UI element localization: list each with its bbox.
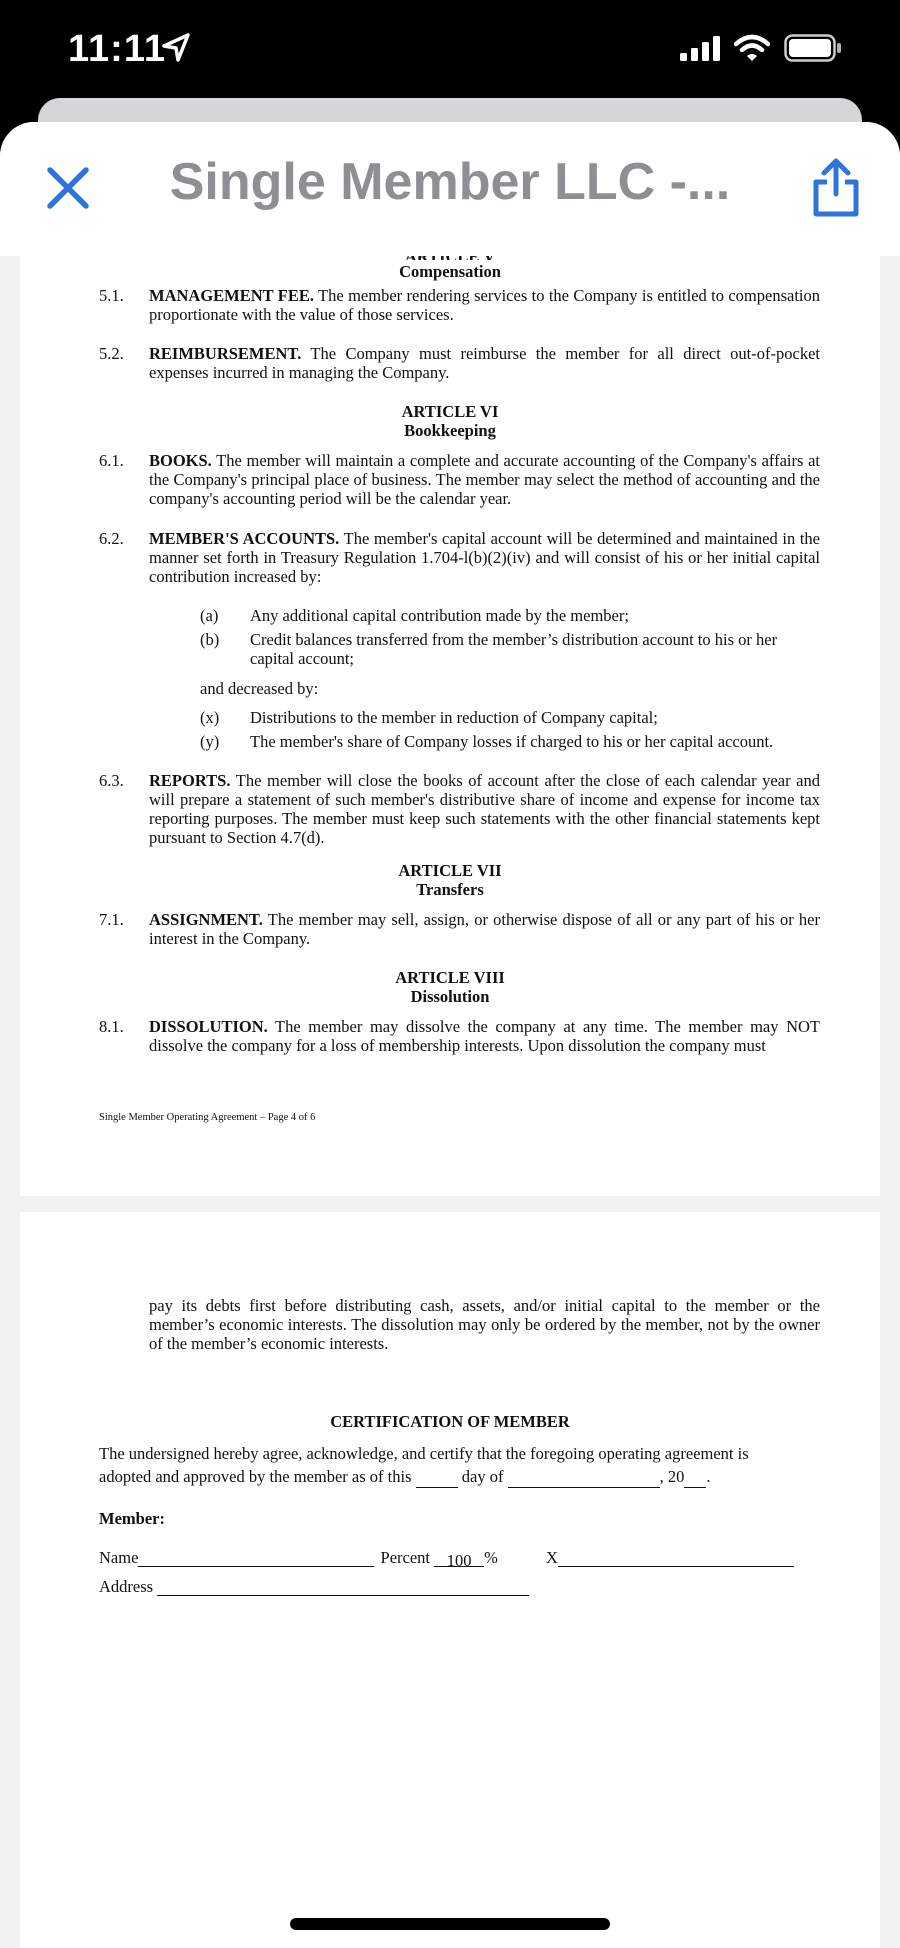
decreased-by-text: and decreased by: — [200, 679, 319, 698]
section-text: The member rendering services to the Company is entitled to compensation proportionate with the value of those services. — [149, 286, 821, 324]
section-7-1 — [99, 910, 820, 948]
section-5-1 — [99, 286, 820, 324]
document-page-5 — [20, 1212, 880, 1948]
percent-label: Percent — [380, 1548, 431, 1567]
section-8-1-continued — [99, 1296, 820, 1353]
percent-sign: % — [484, 1548, 498, 1567]
subitem-text: Any additional capital contribution made by the member; — [250, 606, 629, 625]
subitem-y — [200, 732, 820, 751]
address-field[interactable] — [157, 1580, 529, 1596]
section-text: The member's capital account will be determined and maintained in the manner set forth in Treasury Regulation 1.704-l(b)(2)(iv) and will consist of his or her initial capital contribution increased by: — [149, 529, 820, 586]
section-heading: MEMBER'S ACCOUNTS. — [149, 529, 340, 548]
member-label: Member: — [99, 1509, 165, 1528]
document-title: Single Member LLC -... — [169, 153, 731, 211]
status-bar — [0, 0, 900, 100]
section-heading: REPORTS. — [149, 771, 231, 790]
year-blank[interactable] — [684, 1472, 706, 1488]
section-text: The member will maintain a complete and accurate accounting of the Company's affairs at the Company's principal place of business. The member may select the method of accounting and the company's accounting period will be the calendar year. — [149, 451, 820, 508]
article-8-heading: ARTICLE VIII — [395, 968, 505, 987]
status-time: 11:11 — [68, 28, 166, 70]
section-6-3 — [99, 771, 820, 847]
article-5-subheading: Compensation — [399, 262, 501, 281]
section-5-2 — [99, 344, 820, 382]
section-text: The member will close the books of account after the close of each calendar year and will prepare a statement of such member's distributive share of income and expense for income tax reporting purposes. The member must keep such statements with the other financial statements kept pursuant to Section 4.7(d). — [149, 771, 820, 847]
day-blank[interactable] — [416, 1472, 458, 1488]
signature-row — [99, 1548, 794, 1570]
section-number: 5.1. — [99, 286, 124, 305]
section-heading: BOOKS. — [149, 451, 212, 470]
cellular-signal-icon — [680, 35, 720, 61]
section-number: 8.1. — [99, 1017, 124, 1036]
address-row — [99, 1577, 529, 1596]
percent-field[interactable]: 100 — [434, 1551, 484, 1567]
section-6-1 — [99, 451, 820, 508]
certification-line-2: adopted and approved by the member as of this day of , 20 . — [99, 1467, 711, 1486]
certification-title: CERTIFICATION OF MEMBER — [330, 1412, 570, 1431]
subitem-label: (b) — [200, 630, 220, 649]
close-icon[interactable] — [44, 164, 92, 212]
name-label: Name — [99, 1548, 139, 1567]
section-text: The Company must reimburse the member for all direct out-of-pocket expenses incurred in managing the Company. — [149, 344, 820, 382]
section-6-2 — [99, 529, 820, 586]
certification-line-1: The undersigned hereby agree, acknowledge, and certify that the foregoing operating agreement is — [99, 1444, 749, 1463]
page-footer: Single Member Operating Agreement – Page 4 of 6 — [99, 1112, 316, 1123]
subitem-label: (a) — [200, 606, 219, 625]
section-8-1 — [99, 1017, 820, 1055]
section-heading: REIMBURSEMENT. — [149, 344, 302, 363]
wifi-icon — [734, 34, 770, 62]
section-number: 6.2. — [99, 529, 124, 548]
section-heading: DISSOLUTION. — [149, 1017, 268, 1036]
article-8-subheading: Dissolution — [410, 987, 490, 1006]
battery-icon — [784, 34, 842, 62]
subitem-label: (x) — [200, 708, 220, 727]
certification-text — [99, 1442, 820, 1488]
article-6-subheading: Bookkeeping — [404, 421, 496, 440]
signature-field[interactable] — [558, 1551, 794, 1567]
address-label: Address — [99, 1577, 154, 1596]
section-number: 5.2. — [99, 344, 124, 363]
subitem-x — [200, 708, 820, 727]
section-heading: MANAGEMENT FEE. — [149, 286, 314, 305]
section-heading: ASSIGNMENT. — [149, 910, 263, 929]
article-7-heading: ARTICLE VII — [398, 861, 502, 880]
section-number: 6.1. — [99, 451, 124, 470]
subitem-text: The member's share of Company losses if charged to his or her capital account. — [250, 732, 774, 751]
article-7-subheading: Transfers — [416, 880, 484, 899]
location-arrow-icon — [160, 32, 192, 64]
document-viewer-sheet — [0, 122, 900, 1948]
section-text: The member may sell, assign, or otherwise dispose of all or any part of his or her interest in the Company. — [149, 910, 820, 948]
section-text: pay its debts first before distributing cash, assets, and/or initial capital to the member or the member’s economic interests. The dissolution may only be ordered by the member, not by the owner of the member’s economic interests. — [149, 1296, 820, 1353]
navigation-bar — [0, 122, 900, 256]
subitem-a — [200, 606, 820, 625]
x-label: X — [546, 1548, 558, 1567]
section-text: The member may dissolve the company at any time. The member may NOT dissolve the company for a loss of membership interests. Upon dissolution the company must — [149, 1017, 820, 1055]
section-number: 6.3. — [99, 771, 124, 790]
name-field[interactable] — [138, 1551, 374, 1567]
document-page-4 — [20, 256, 880, 1196]
subitem-text: Distributions to the member in reduction of Company capital; — [250, 708, 658, 727]
home-indicator[interactable] — [290, 1918, 610, 1930]
subitem-b — [200, 630, 820, 668]
subitem-label: (y) — [200, 732, 220, 751]
section-number: 7.1. — [99, 910, 124, 929]
month-blank[interactable] — [508, 1472, 660, 1488]
share-icon[interactable] — [810, 158, 862, 220]
subitem-text: Credit balances transferred from the member’s distribution account to his or her capital account; — [250, 630, 778, 668]
article-6-heading: ARTICLE VI — [401, 402, 499, 421]
